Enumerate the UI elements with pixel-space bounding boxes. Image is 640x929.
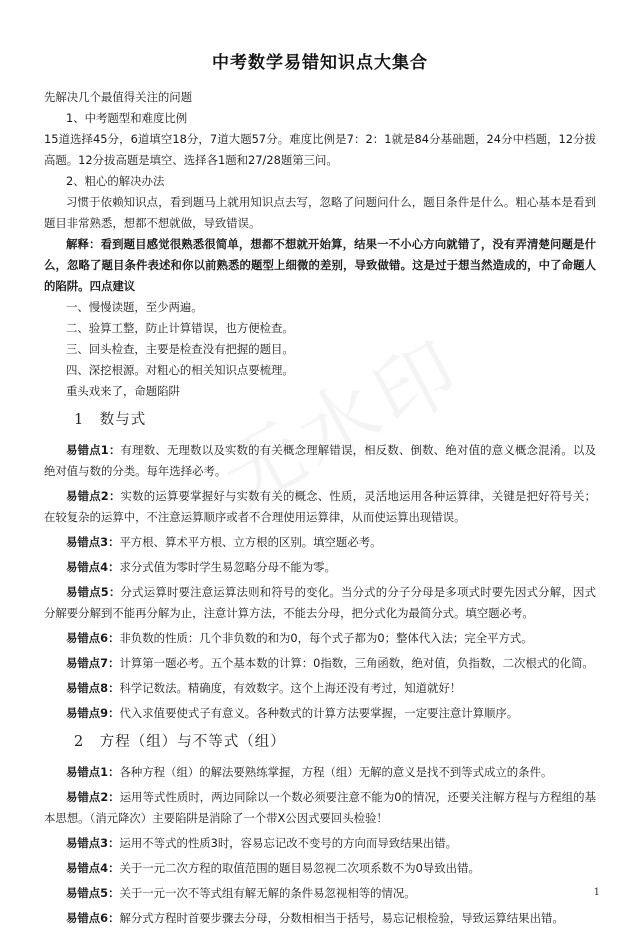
- error-label: 易错点5：: [66, 886, 120, 900]
- section-heading-2: 2 方程（组）与不等式（组）: [74, 734, 286, 750]
- error-label: 易错点9：: [66, 706, 120, 720]
- error-text: 运用等式性质时，两边同除以一个数必须要注意不能为0的情况，还要关注解方程与方程组的基本思想。（消元降次）主要陷阱是消除了一个带X公因式要回头检验！: [44, 790, 596, 825]
- error-text: 非负数的性质：几个非负数的和为0，每个式子都为0；整体代入法；完全平方式。: [119, 631, 533, 645]
- error-label: 易错点6：: [66, 631, 120, 645]
- transition-line: 重头戏来了，命题陷阱: [66, 384, 180, 398]
- error-text: 关于一元一次不等式组有解无解的条件易忽视相等的情况。: [119, 886, 416, 900]
- error-label: 易错点1：: [66, 443, 121, 457]
- error-label: 易错点6：: [66, 911, 120, 925]
- error-label: 易错点4：: [66, 560, 120, 574]
- error-text: 各种方程（组）的解法要熟练掌握，方程（组）无解的意义是找不到等式成立的条件。: [119, 765, 553, 779]
- list-item: [44, 678, 596, 699]
- error-label: 易错点8：: [66, 681, 120, 695]
- error-text: 运用不等式的性质3时，容易忘记改不变号的方向而导致结果出错。: [119, 836, 458, 850]
- error-label: 易错点7：: [66, 656, 120, 670]
- item2-body: 习惯于依赖知识点，看到题马上就用知识点去写，忽略了问题问什么，题目条件是什么。粗心基本是看到题目非常熟悉，想都不想就做，导致错误。: [44, 195, 596, 230]
- section-heading-1: 1 数与式: [74, 412, 147, 428]
- item1-heading: 1、中考题型和难度比例: [66, 111, 188, 125]
- error-label: 易错点3：: [66, 836, 120, 850]
- tip-2: 二、验算工整，防止计算错误，也方便检查。: [66, 321, 294, 335]
- list-item: [44, 653, 596, 674]
- error-text: 解分式方程时首要步骤去分母，分数相相当于括号，易忘记根检验，导致运算结果出错。: [119, 911, 564, 925]
- section-1-list: [44, 440, 596, 724]
- tip-1: 一、慢慢读题，至少两遍。: [66, 300, 203, 314]
- error-label: 易错点4：: [66, 861, 120, 875]
- page-title: 中考数学易错知识点大集合: [212, 53, 428, 73]
- list-item: [44, 787, 596, 829]
- error-label: 易错点2：: [66, 489, 121, 503]
- tip-3: 三、回头检查，主要是检查没有把握的题目。: [66, 342, 294, 356]
- intro-heading: 先解决几个最值得关注的问题: [44, 90, 193, 104]
- error-text: 计算第一题必考。五个基本数的计算：0指数，三角函数，绝对值，负指数，二次根式的化简。: [119, 656, 594, 670]
- error-text: 实数的运算要掌握好与实数有关的概念、性质，灵活地运用各种运算律，关键是把好符号关；在较复杂的运算中，不注意运算顺序或者不合理使用运算律，从而使运算出现错误。: [44, 489, 596, 524]
- error-text: 分式运算时要注意运算法则和符号的变化。当分式的分子分母是多项式时要先因式分解，因式分解要分解到不能再分解为止，注意计算方法，不能去分母，把分式化为最简分式。填空题必考。: [44, 585, 596, 620]
- error-label: 易错点5：: [66, 585, 121, 599]
- list-item: [44, 532, 596, 553]
- list-item: [44, 703, 596, 724]
- tip-4: 四、深挖根源。对粗心的相关知识点要梳理。: [66, 363, 294, 377]
- error-label: 易错点3：: [66, 535, 120, 549]
- error-text: 关于一元二次方程的取值范围的题目易忽视二次项系数不为0导致出错。: [119, 861, 480, 875]
- list-item: [44, 628, 596, 649]
- list-item: [44, 858, 596, 879]
- page-number: 1: [593, 887, 600, 898]
- list-item: [44, 762, 596, 783]
- explain-paragraph: 解释：看到题目感觉很熟悉很简单，想都不想就开始算，结果一不小心方向就错了，没有弄清楚问题是什么，忽略了题目条件表述和你以前熟悉的题型上细微的差别，导致做错。这是过于想当然造成的，中了命题人的陷阱。四点建议: [44, 237, 596, 293]
- section-2-list: [44, 762, 596, 929]
- list-item: [44, 582, 596, 624]
- error-label: 易错点1：: [66, 765, 120, 779]
- error-text: 代入求值要使式子有意义。各种数式的计算方法要掌握，一定要注意计算顺序。: [119, 706, 519, 720]
- list-item: [44, 440, 596, 482]
- list-item: [44, 833, 596, 854]
- list-item: [44, 883, 596, 904]
- list-item: [44, 557, 596, 578]
- item2-heading: 2、粗心的解决办法: [66, 174, 165, 188]
- list-item: [44, 908, 596, 929]
- error-text: 有理数、无理数以及实数的有关概念理解错误，相反数、倒数、绝对值的意义概念混淆。以及绝对值与数的分类。每年选择必考。: [44, 443, 596, 478]
- error-text: 科学记数法。精确度，有效数字。这个上海还没有考过，知道就好！: [119, 681, 462, 695]
- error-text: 平方根、算术平方根、立方根的区别。填空题必考。: [119, 535, 382, 549]
- list-item: [44, 486, 596, 528]
- error-label: 易错点2：: [66, 790, 120, 804]
- item1-body: 15道选择45分，6道填空18分，7道大题57分。难度比例是7：2：1就是84分基础题，24分中档题，12分拔高题。12分拔高题是填空、选择各1题和27/28题第三问。: [44, 132, 596, 167]
- error-text: 求分式值为零时学生易忽略分母不能为零。: [119, 560, 336, 574]
